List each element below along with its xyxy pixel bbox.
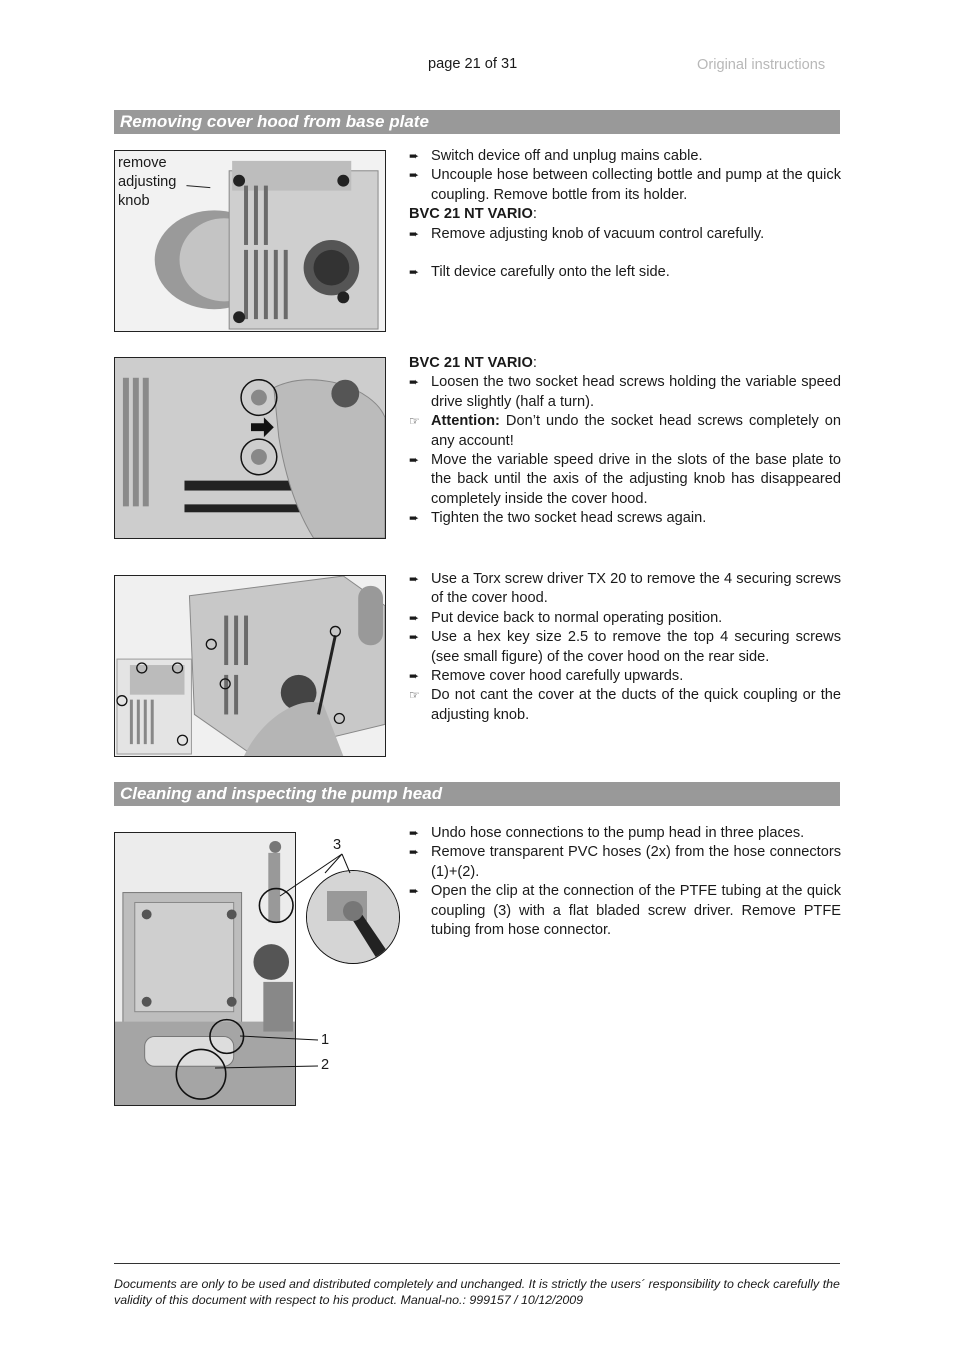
- step-item: ➨ Remove cover hood carefully upwards.: [409, 667, 841, 686]
- arrow-right-icon: ➨: [409, 572, 420, 586]
- step-item: ➨ Tighten the two socket head screws again.: [409, 509, 841, 528]
- attention-note: ☞ Attention: Don’t undo the socket head screws completely on any account!: [409, 413, 841, 449]
- step-item: ➨ Undo hose connections to the pump head in three places.: [409, 824, 841, 843]
- label-3: 3: [333, 837, 342, 853]
- arrow-right-icon: ➨: [409, 630, 420, 645]
- step-item: ➨ Switch device off and unplug mains cable.: [409, 147, 841, 166]
- step-item: ➨ Uncouple hose between collecting bottle and pump at the quick coupling. Remove bottle from its holder.: [409, 167, 841, 203]
- photo-pump-head: [114, 832, 296, 1106]
- arrow-right-icon: ➨: [409, 453, 420, 468]
- pointing-hand-icon: ☞: [409, 414, 420, 429]
- instructions-block-3: [409, 570, 841, 725]
- arrow-right-icon: ➨: [409, 168, 420, 183]
- label-2: 2: [321, 1057, 330, 1073]
- arrow-right-icon: ➨: [409, 511, 420, 526]
- label-1: 1: [321, 1032, 330, 1048]
- step-item: ➨ Use a hex key size 2.5 to remove the top 4 securing screws (see small figure) of the cover hood on the rear side.: [409, 629, 841, 665]
- step-item: ➨ Tilt device carefully onto the left side.: [409, 263, 841, 282]
- arrow-right-icon: ➨: [409, 265, 420, 280]
- photo-cover-hood-screws: [114, 575, 386, 757]
- section-title-cleaning-pump-head: Cleaning and inspecting the pump head: [114, 782, 840, 806]
- step-item: ➨ Open the clip at the connection of the PTFE tubing at the quick coupling (3) with a flat bladed screw driver. Remove PTFE tubing from hose connector.: [409, 883, 841, 939]
- callout-leader-lines: [290, 848, 370, 1088]
- arrow-right-icon: ➨: [409, 149, 420, 163]
- footer-disclaimer: Documents are only to be used and distributed completely and unchanged. It is strictly the users´ responsibility to check carefully the validity of this document with respect to his product. Manual-no.: 999157 / 10/12/2009: [114, 1277, 840, 1307]
- instructions-block-2: BVC 21 NT VARIO: ➨ Loosen the two socket head screws holding the variable speed drive slightly (half a turn). ☞ Attention: Don’t undo the socket head screws completely on any account! ➨ Move the variable speed drive in the slots of the base plate to the back until the axis of the adjusting knob has disappeared completely inside the cover hood. ➨ Tighten the two socket head screws again.: [409, 354, 841, 529]
- photo-base-plate-screws: [114, 357, 386, 539]
- document-label: Original instructions: [697, 57, 826, 73]
- callout-remove-adjusting-knob: remove adjusting knob: [118, 155, 177, 209]
- arrow-right-icon: ➨: [409, 610, 420, 625]
- arrow-right-icon: ➨: [409, 884, 420, 899]
- pointing-hand-icon: ☞: [409, 688, 420, 703]
- step-item: ➨ Remove transparent PVC hoses (2x) from the hose connectors (1)+(2).: [409, 844, 841, 880]
- arrow-right-icon: ➨: [409, 826, 420, 840]
- step-item: ➨ Move the variable speed drive in the slots of the base plate to the back until the axis of the adjusting knob has disappeared completely inside the cover hood.: [409, 452, 841, 507]
- arrow-right-icon: ➨: [409, 845, 420, 860]
- arrow-right-icon: ➨: [409, 226, 420, 241]
- step-item: ➨ Remove adjusting knob of vacuum control carefully.: [409, 225, 841, 244]
- model-subheading: BVC 21 NT VARIO: [409, 355, 533, 371]
- instructions-block-4: [409, 824, 841, 940]
- step-item: ➨ Put device back to normal operating position.: [409, 609, 841, 628]
- model-subheading: BVC 21 NT VARIO: [409, 206, 533, 223]
- footer-divider: [114, 1263, 840, 1264]
- section-title-removing-cover: Removing cover hood from base plate: [114, 110, 840, 134]
- step-item: ➨ Use a Torx screw driver TX 20 to remove the 4 securing screws of the cover hood.: [409, 571, 841, 607]
- instructions-block-1: ➨ Switch device off and unplug mains cable. ➨ Uncouple hose between collecting bottle and pump at the quick coupling. Remove bottle from its holder. BVC 21 NT VARIO: ➨ Remove adjusting knob of vacuum control carefully. ➨ Tilt device carefully onto the left side.: [409, 147, 841, 283]
- note-item: ☞ Do not cant the cover at the ducts of the quick coupling or the adjusting knob.: [409, 687, 841, 723]
- page-number: page 21 of 31: [428, 56, 518, 72]
- step-item: ➨ Loosen the two socket head screws holding the variable speed drive slightly (half a turn).: [409, 374, 841, 410]
- arrow-right-icon: ➨: [409, 669, 420, 684]
- arrow-right-icon: ➨: [409, 375, 420, 390]
